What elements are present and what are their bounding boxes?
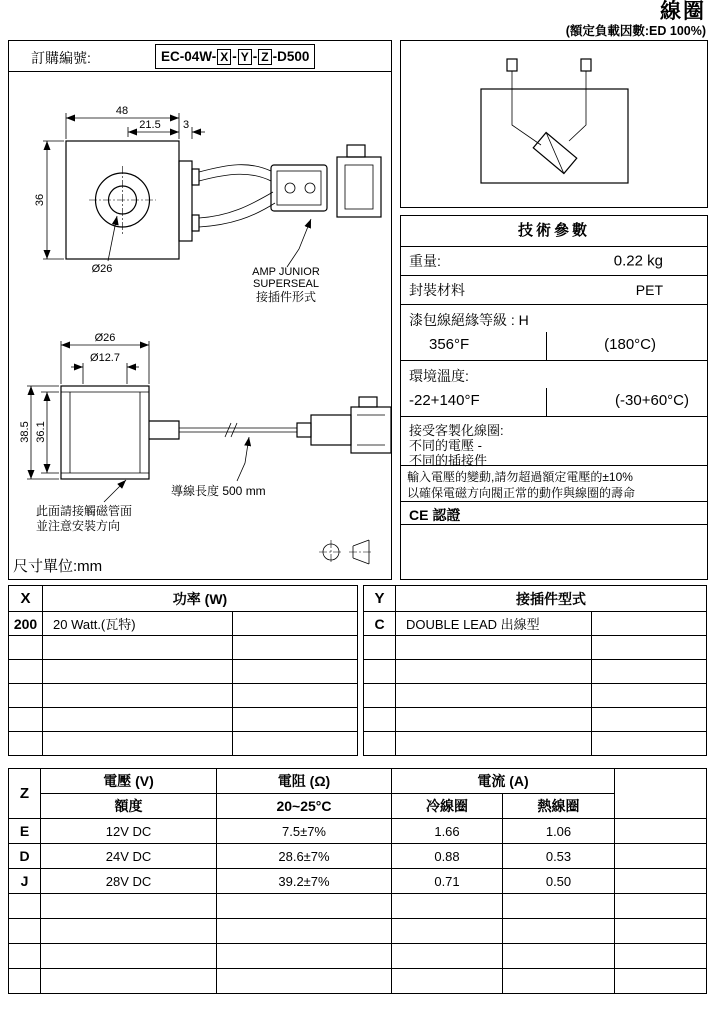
current-header: 電流 (A) xyxy=(392,769,615,794)
table-cell xyxy=(396,636,592,660)
table-cell: 7.5±7% xyxy=(217,819,392,844)
table-cell xyxy=(43,660,233,684)
voltage-header: 電壓 (V) xyxy=(41,769,217,794)
table-cell xyxy=(503,944,615,969)
table-header-row xyxy=(9,769,707,794)
table-cell: D xyxy=(9,844,41,869)
tech-params-title: 技術參數 xyxy=(401,216,707,247)
table-cell: 1.66 xyxy=(392,819,503,844)
table-row xyxy=(364,708,707,732)
table-cell xyxy=(9,894,41,919)
order-code-prefix: EC-04W- xyxy=(161,49,217,64)
table-cell xyxy=(233,684,358,708)
tech-params-panel xyxy=(400,215,708,580)
table-cell xyxy=(43,684,233,708)
table-cell xyxy=(592,684,707,708)
table-cell xyxy=(396,708,592,732)
table-cell: 200 xyxy=(9,612,43,636)
order-number-label: 訂購編號: xyxy=(31,50,91,66)
centerline xyxy=(89,166,156,234)
order-code-box xyxy=(155,44,315,69)
dim-od: Ø26 xyxy=(94,332,116,344)
table-cell xyxy=(233,612,358,636)
insulation-label: 漆包線絕緣等級 : H xyxy=(409,312,529,328)
table-row xyxy=(9,844,707,869)
order-code-z: Z xyxy=(258,49,271,65)
order-code-y: Y xyxy=(238,49,252,65)
hot-coil-header: 熱線圈 xyxy=(503,794,615,819)
table-cell xyxy=(41,944,217,969)
mounting-note xyxy=(36,480,132,533)
table-cell xyxy=(615,819,707,844)
cold-coil-header: 冷線圈 xyxy=(392,794,503,819)
connector-label-1: AMP JUNIOR xyxy=(252,266,320,278)
technical-drawing xyxy=(9,71,391,579)
table-cell xyxy=(615,894,707,919)
weight-row xyxy=(401,247,707,276)
table-subheader-row xyxy=(9,794,707,819)
table-cell: E xyxy=(9,819,41,844)
table-header-row xyxy=(9,586,358,612)
temp-header: 20~25°C xyxy=(217,794,392,819)
voltage-note-1: 輸入電壓的變動,請勿超過額定電壓的±10% xyxy=(407,470,633,484)
y-key-header: Y xyxy=(364,586,396,612)
table-row xyxy=(364,612,707,636)
table-cell: 0.71 xyxy=(392,869,503,894)
table-row xyxy=(9,819,707,844)
table-cell xyxy=(9,919,41,944)
table-cell xyxy=(233,660,358,684)
dim-id: Ø12.7 xyxy=(90,352,120,364)
resistance-header: 電阻 (Ω) xyxy=(217,769,392,794)
table-cell xyxy=(9,684,43,708)
table-cell: 12V DC xyxy=(41,819,217,844)
table-row xyxy=(9,708,358,732)
table-cell xyxy=(392,894,503,919)
table-cell xyxy=(503,969,615,994)
amp-connector xyxy=(271,145,381,217)
table-row xyxy=(9,660,358,684)
table-cell xyxy=(615,969,707,994)
table-cell: J xyxy=(9,869,41,894)
table-cell xyxy=(9,708,43,732)
table-cell xyxy=(364,684,396,708)
side-connector xyxy=(297,397,391,453)
weight-value: 0.22 kg xyxy=(613,252,663,270)
table-cell xyxy=(396,684,592,708)
front-view xyxy=(34,105,381,304)
table-row xyxy=(9,944,707,969)
table-cell: 20 Watt.(瓦特) xyxy=(43,612,233,636)
y-option-table xyxy=(363,585,707,756)
table-cell: 39.2±7% xyxy=(217,869,392,894)
dim-bore: Ø26 xyxy=(91,263,113,275)
table-cell xyxy=(217,919,392,944)
table-cell: 0.88 xyxy=(392,844,503,869)
table-cell: 0.53 xyxy=(503,844,615,869)
projection-symbol xyxy=(319,540,373,564)
table-cell xyxy=(233,732,358,756)
schematic-panel xyxy=(400,40,708,208)
table-cell xyxy=(615,869,707,894)
table-cell xyxy=(392,969,503,994)
custom-line-3: 不同的插接件 xyxy=(409,453,488,468)
table-cell: 28.6±7% xyxy=(217,844,392,869)
ambient-celsius: (-30+60°C) xyxy=(615,392,689,409)
table-cell xyxy=(592,660,707,684)
coil-symbol xyxy=(533,132,576,173)
table-cell: 28V DC xyxy=(41,869,217,894)
dim-48: 48 xyxy=(115,105,129,117)
ambient-label: 環境溫度: xyxy=(409,368,469,384)
insulation-celsius: (180°C) xyxy=(604,336,656,353)
mounting-note-1: 此面請接觸磁管面 xyxy=(36,504,133,518)
ambient-row xyxy=(401,361,707,417)
table-cell xyxy=(364,660,396,684)
order-code-x: X xyxy=(217,49,231,65)
ce-certification: CE 認證 xyxy=(409,507,461,523)
order-code-sep2: - xyxy=(252,49,258,64)
wire-length-text: 導線長度 500 mm xyxy=(171,484,266,498)
table-cell xyxy=(233,708,358,732)
dim-21-5: 21.5 xyxy=(139,119,161,131)
table-cell xyxy=(43,636,233,660)
table-cell xyxy=(392,944,503,969)
page-title: 線圈 xyxy=(660,0,706,23)
table-cell xyxy=(615,944,707,969)
table-row xyxy=(364,732,707,756)
table-row xyxy=(9,684,358,708)
table-cell xyxy=(9,732,43,756)
page-subtitle: (額定負載因數:ED 100%) xyxy=(565,24,706,38)
table-cell: 1.06 xyxy=(503,819,615,844)
material-row xyxy=(401,276,707,305)
ce-row xyxy=(401,502,707,525)
voltage-note-row xyxy=(401,466,707,502)
z-spec-table xyxy=(8,768,707,994)
table-header-row xyxy=(364,586,707,612)
table-cell: DOUBLE LEAD 出線型 xyxy=(396,612,592,636)
dim-3: 3 xyxy=(182,119,190,131)
table-cell xyxy=(364,636,396,660)
table-cell xyxy=(503,919,615,944)
table-row xyxy=(9,869,707,894)
x-option-table xyxy=(8,585,358,756)
table-cell xyxy=(9,944,41,969)
divider xyxy=(546,332,547,360)
dim-36: 36 xyxy=(34,193,46,207)
table-cell xyxy=(503,894,615,919)
title-block xyxy=(566,0,706,38)
table-cell xyxy=(217,969,392,994)
table-cell xyxy=(396,660,592,684)
table-row xyxy=(9,612,358,636)
table-cell xyxy=(9,636,43,660)
table-cell xyxy=(41,894,217,919)
table-cell xyxy=(392,919,503,944)
table-cell: C xyxy=(364,612,396,636)
table-cell xyxy=(396,732,592,756)
table-cell xyxy=(592,636,707,660)
order-number-row xyxy=(9,41,391,72)
table-row xyxy=(364,636,707,660)
table-row xyxy=(9,894,707,919)
table-cell xyxy=(592,612,707,636)
table-cell: 24V DC xyxy=(41,844,217,869)
table-cell xyxy=(41,969,217,994)
empty-header xyxy=(615,769,707,819)
coil-schematic xyxy=(401,41,705,205)
order-code-sep1: - xyxy=(232,49,237,64)
table-row xyxy=(9,732,358,756)
table-cell xyxy=(217,894,392,919)
table-cell xyxy=(9,969,41,994)
z-key-header: Z xyxy=(9,769,41,819)
custom-line-1: 接受客製化線圈: xyxy=(409,423,504,438)
table-row xyxy=(9,969,707,994)
table-cell xyxy=(9,660,43,684)
table-cell xyxy=(217,944,392,969)
connector-label xyxy=(252,219,320,304)
table-cell xyxy=(364,732,396,756)
table-cell xyxy=(615,919,707,944)
table-cell xyxy=(233,636,358,660)
dim-36-1: 36.1 xyxy=(35,421,47,443)
table-row xyxy=(9,636,358,660)
table-cell xyxy=(364,708,396,732)
custom-line-2: 不同的電壓 - xyxy=(409,438,482,453)
x-header: 功率 (W) xyxy=(43,586,358,612)
y-header: 接插件型式 xyxy=(396,586,707,612)
side-dimensions xyxy=(19,332,149,479)
voltage-note-2: 以確保電磁方向閥正常的動作與線圈的壽命 xyxy=(407,486,636,500)
table-row xyxy=(364,660,707,684)
connector-label-2: SUPERSEAL xyxy=(252,278,320,290)
material-label: 封裝材料 xyxy=(409,282,465,298)
side-view xyxy=(19,332,391,564)
divider xyxy=(546,388,547,416)
table-cell xyxy=(43,708,233,732)
custom-coil-row xyxy=(401,417,707,466)
wire-length-label xyxy=(171,437,266,498)
x-key-header: X xyxy=(9,586,43,612)
insulation-fahrenheit: 356°F xyxy=(429,336,470,353)
order-code-suffix: -D500 xyxy=(272,49,310,64)
drawing-panel xyxy=(8,40,392,580)
table-cell xyxy=(592,708,707,732)
table-cell xyxy=(592,732,707,756)
weight-label: 重量: xyxy=(409,253,441,269)
unit-note: 尺寸單位:mm xyxy=(13,558,103,575)
mounting-note-2: 並注意安裝方向 xyxy=(36,519,121,533)
table-row xyxy=(364,684,707,708)
table-row xyxy=(9,919,707,944)
dim-38-5: 38.5 xyxy=(19,421,31,443)
material-value: PET xyxy=(635,282,663,298)
table-cell xyxy=(43,732,233,756)
lead-wires xyxy=(199,165,275,227)
table-cell xyxy=(615,844,707,869)
ambient-fahrenheit: -22+140°F xyxy=(409,392,480,409)
rating-header: 額度 xyxy=(41,794,217,819)
table-cell xyxy=(41,919,217,944)
insulation-row xyxy=(401,305,707,361)
connector-label-3: 接插件形式 xyxy=(255,290,317,304)
table-cell: 0.50 xyxy=(503,869,615,894)
